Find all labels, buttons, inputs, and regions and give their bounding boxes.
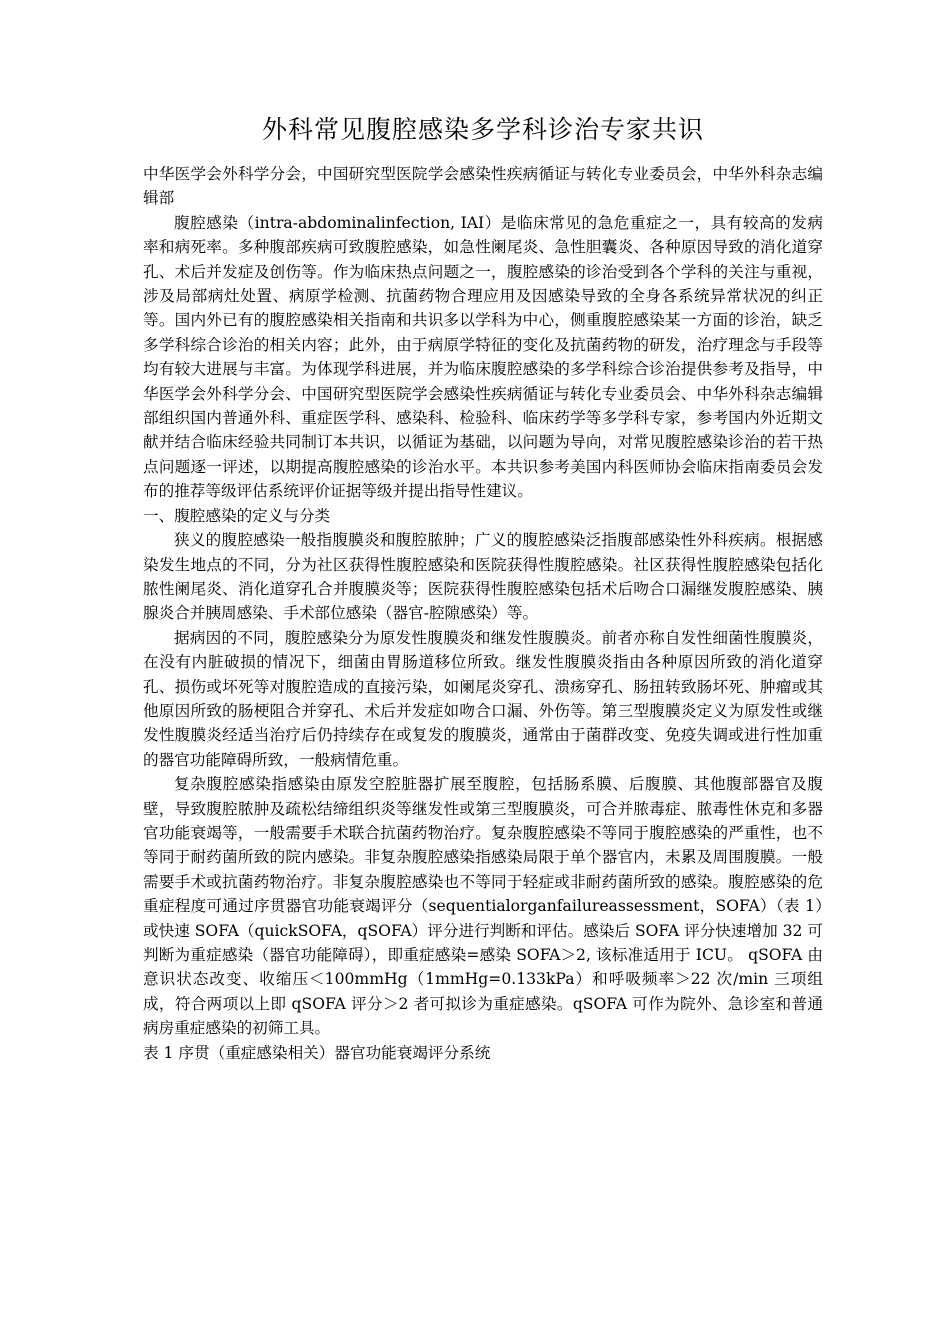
table-caption: 表 1 序贯（重症感染相关）器官功能衰竭评分系统 (143, 1043, 491, 1062)
complicated-infection-paragraph: 复杂腹腔感染指感染由原发空腔脏器扩展至腹腔，包括肠系膜、后腹膜、其他腹部器官及腹壁，导致腹腔脓肿及疏松结缔组织炎等继发性或第三型腹膜炎，可合并脓毒症、脓毒性休克和多器官功能衰竭等，一般需要手术联合抗菌药物治疗。复杂腹腔感染不等同于腹腔感染的严重性，也不等同于耐药菌所致的院内感染。非复杂腹腔感染指感染局限于单个器官内，未累及周围腹膜。一般需要手术或抗菌药物治疗。非复杂腹腔感染也不等同于轻症或非耐药菌所致的感染。腹腔感染的危重症程度可通过序贯器官功能衰竭评分（sequentialorganfailureassessment，SOFA）（表 1）或快速 SOFA（quickSOFA，qSOFA）评分进行判断和评估。感染后 SOFA 评分快速增加 32 可判断为重症感染（器官功能障碍），即重症感染=感染 SOFA＞2, 该标准适用于 ICU。 qSOFA 由意识状态改变、收缩压＜100mmHg（1mmHg=0.133kPa）和呼吸频率＞22 次/min 三项组成，符合两项以上即 qSOFA 评分＞2 者可拟诊为重症感染。qSOFA 可作为院外、急诊室和普通病房重症感染的初筛工具。 (143, 775, 824, 1038)
author-line: 中华医学会外科学分会，中国研究型医院学会感染性疾病循证与转化专业委员会，中华外科杂志编辑部 (143, 165, 823, 208)
document-page (143, 112, 823, 1065)
section-heading: 一、腹腔感染的定义与分类 (143, 506, 331, 525)
document-title: 外科常见腹腔感染多学科诊治专家共识 (261, 115, 704, 144)
definition-paragraph: 狭义的腹腔感染一般指腹膜炎和腹腔脓肿；广义的腹腔感染泛指腹部感染性外科疾病。根据感染发生地点的不同，分为社区获得性腹腔感染和医院获得性腹腔感染。社区获得性腹腔感染包括化脓性阑尾炎、消化道穿孔合并腹膜炎等；医院获得性腹腔感染包括术后吻合口漏继发腹腔感染、胰腺炎合并胰周感染、手术部位感染（器官-腔隙感染）等。 (143, 531, 823, 623)
intro-paragraph: 腹腔感染（intra-abdominalinfection, IAI）是临床常见的急危重症之一，具有较高的发病率和病死率。多种腹部疾病可致腹腔感染，如急性阑尾炎、急性胆囊炎、各种原因导致的消化道穿孔、术后并发症及创伤等。作为临床热点问题之一，腹腔感染的诊治受到各个学科的关注与重视，涉及局部病灶处置、病原学检测、抗菌药物合理应用及因感染导致的全身各系统异常状况的纠正等。国内外已有的腹腔感染相关指南和共识多以学科为中心，侧重腹腔感染某一方面的诊治，缺乏多学科综合诊治的相关内容；此外，由于病原学特征的变化及抗菌药物的研发，治疗理念与手段等均有较大进展与丰富。为体现学科进展，并为临床腹腔感染的多学科综合诊治提供参考及指导，中华医学会外科学分会、中国研究型医院学会感染性疾病循证与转化专业委员会、中华外科杂志编辑部组织国内普通外科、重症医学科、感染科、检验科、临床药学等多学科专家，参考国内外近期文献并结合临床经验共同制订本共识，以循证为基础，以问题为导向，对常见腹腔感染诊治的若干热点问题逐一评述，以期提高腹腔感染的诊治水平。本共识参考美国内科医师协会临床指南委员会发布的推荐等级评估系统评价证据等级并提出指导性建议。 (143, 213, 823, 501)
etiology-paragraph: 据病因的不同，腹腔感染分为原发性腹膜炎和继发性腹膜炎。前者亦称自发性细菌性腹膜炎，在没有内脏破损的情况下，细菌由胃肠道移位所致。继发性腹膜炎指由各种原因所致的消化道穿孔、损伤或坏死等对腹腔造成的直接污染，如阑尾炎穿孔、溃疡穿孔、肠扭转致肠坏死、肿瘤或其他原因所致的肠梗阻合并穿孔、术后并发症如吻合口漏、外伤等。第三型腹膜炎定义为原发性或继发性腹膜炎经适当治疗后仍持续存在或复发的腹膜炎，通常由于菌群改变、免疫失调或进行性加重的器官功能障碍所致，一般病情危重。 (143, 628, 823, 769)
